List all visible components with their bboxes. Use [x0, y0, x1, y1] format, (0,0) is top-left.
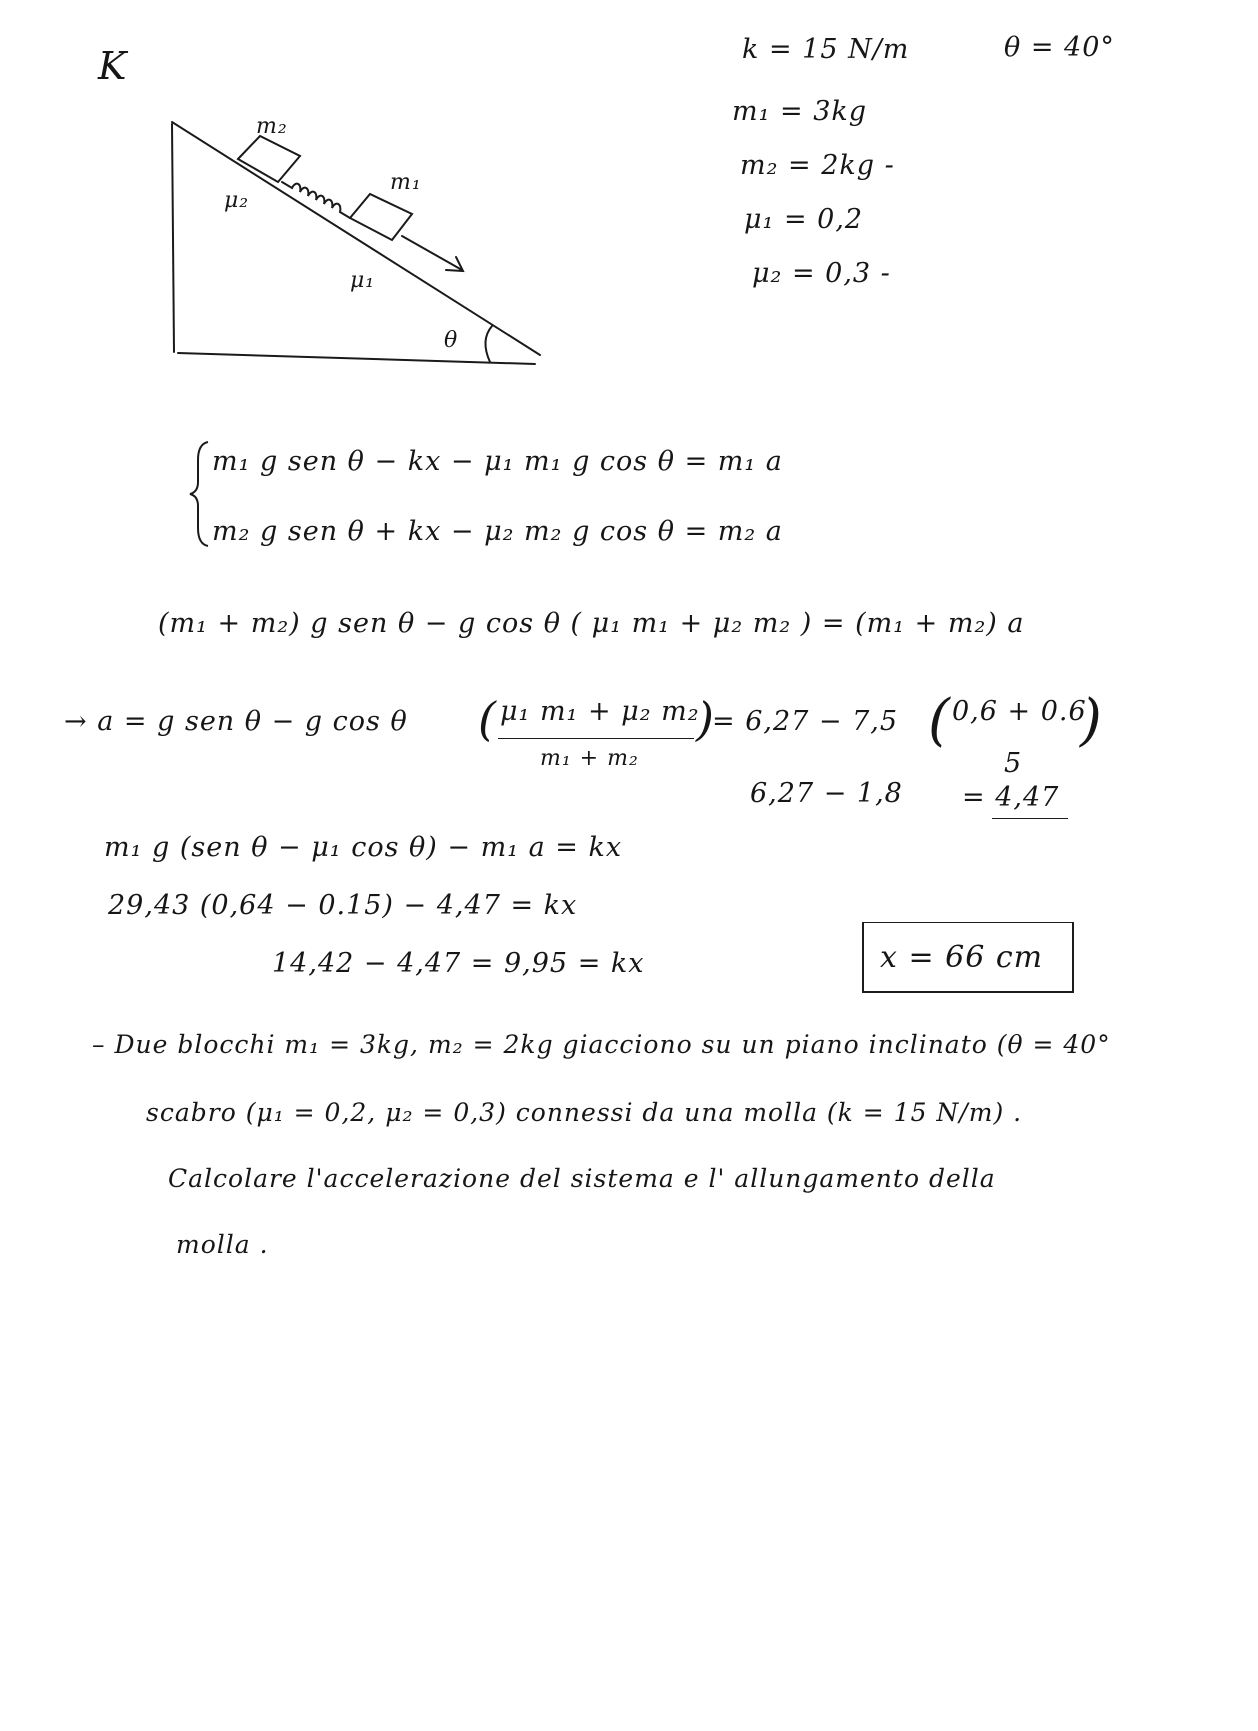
problem-line-1: – Due blocchi m₁ = 3kg, m₂ = 2kg giacciono su un piano inclinato (θ = 40°	[92, 1030, 1111, 1059]
block-m1	[350, 194, 412, 240]
accel-denominator: m₁ + m₂	[540, 746, 639, 771]
accel-substitution: 6,27 − 1,8	[750, 778, 903, 809]
kx-line-1: m₁ g (sen θ − μ₁ cos θ) − m₁ a = kx	[104, 832, 623, 863]
result-x: x = 66 cm	[880, 940, 1044, 975]
given-mu1: μ₁ = 0,2	[744, 204, 864, 235]
plane-base	[178, 353, 535, 364]
accel-paren-close: )	[696, 692, 715, 746]
accel-result-underline	[992, 818, 1068, 819]
corner-mark: K	[98, 44, 128, 88]
kx-line-3: 14,42 − 4,47 = 9,95 = kx	[272, 948, 645, 979]
problem-line-4: molla .	[176, 1230, 269, 1259]
diagram-label-m1: m₁	[390, 170, 422, 195]
given-k: k = 15 N/m	[742, 34, 910, 65]
plane-vertical-side	[172, 124, 174, 352]
diagram-label-mu1: μ₁	[350, 268, 376, 293]
equation-sum: (m₁ + m₂) g sen θ − g cos θ ( μ₁ m₁ + μ₂ m₂ ) = (m₁ + m₂) a	[158, 608, 1025, 639]
accel-paren-open-2: (	[928, 688, 951, 753]
accel-numerator: μ₁ m₁ + μ₂ m₂	[500, 696, 700, 727]
problem-line-2: scabro (μ₁ = 0,2, μ₂ = 0,3) connessi da una molla (k = 15 N/m) .	[146, 1098, 1023, 1127]
given-m2: m₂ = 2kg -	[740, 150, 895, 181]
block-m2	[238, 136, 300, 182]
kx-line-2: 29,43 (0,64 − 0.15) − 4,47 = kx	[108, 890, 578, 921]
equation-system-1: m₁ g sen θ − kx − μ₁ m₁ g cos θ = m₁ a	[212, 446, 783, 477]
given-mu2: μ₂ = 0,3 -	[752, 258, 891, 289]
problem-line-3: Calcolare l'accelerazione del sistema e l' allungamento della	[168, 1164, 996, 1193]
diagram-label-m2: m₂	[256, 114, 288, 139]
accel-equals: = 6,27 − 7,5	[712, 706, 899, 737]
angle-arc	[485, 326, 492, 362]
force-arrow	[402, 236, 462, 270]
accel-fraction-line	[498, 738, 694, 739]
given-theta: θ = 40°	[1004, 32, 1115, 63]
inclined-plane-diagram	[150, 110, 710, 370]
accel-numerator-2: 0,6 + 0.6	[952, 696, 1087, 727]
diagram-label-theta: θ	[444, 328, 459, 353]
equation-system-2: m₂ g sen θ + kx − μ₂ m₂ g cos θ = m₂ a	[212, 516, 783, 547]
accel-paren-open: (	[478, 692, 497, 746]
diagram-label-mu2: μ₂	[224, 188, 250, 213]
accel-result: = 4,47	[962, 782, 1060, 813]
accel-denominator-2: 5	[1004, 748, 1023, 779]
accel-paren-close-2: )	[1080, 688, 1103, 753]
accel-lhs: → a = g sen θ − g cos θ	[64, 706, 408, 737]
plane-incline	[172, 122, 540, 355]
given-m1: m₁ = 3kg	[732, 96, 868, 127]
